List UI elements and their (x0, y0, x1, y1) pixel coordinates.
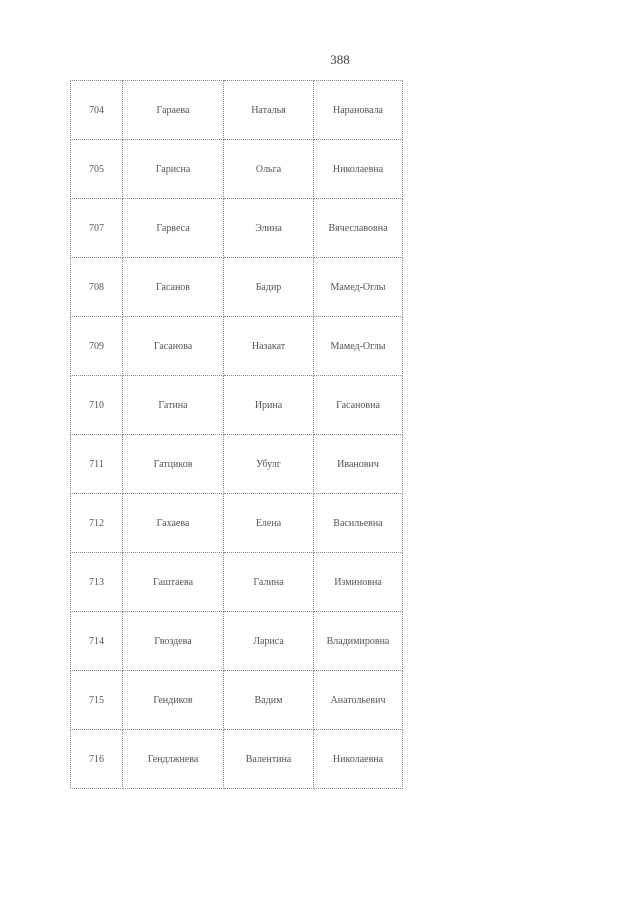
surname-cell: Гатина (123, 376, 224, 435)
surname-cell: Гараева (123, 81, 224, 140)
patronymic-cell: Николаевна (314, 730, 403, 789)
row-number-cell: 716 (71, 730, 123, 789)
table-row (71, 553, 403, 612)
surname-cell: Гасанов (123, 258, 224, 317)
table-row (71, 730, 403, 789)
first-name-cell: Лариса (224, 612, 314, 671)
first-name-cell: Ирина (224, 376, 314, 435)
row-number-cell: 705 (71, 140, 123, 199)
row-number-cell: 709 (71, 317, 123, 376)
surname-cell: Гендлжнева (123, 730, 224, 789)
first-name-cell: Валентина (224, 730, 314, 789)
table-row (71, 81, 403, 140)
patronymic-cell: Вячеславовна (314, 199, 403, 258)
row-number-cell: 707 (71, 199, 123, 258)
table-row (71, 435, 403, 494)
table-row (71, 376, 403, 435)
row-number-cell: 704 (71, 81, 123, 140)
surname-cell: Гасанова (123, 317, 224, 376)
row-number-cell: 711 (71, 435, 123, 494)
surname-cell: Гарвеса (123, 199, 224, 258)
patronymic-cell: Мамед-Оглы (314, 258, 403, 317)
row-number-cell: 715 (71, 671, 123, 730)
patronymic-cell: Нарановала (314, 81, 403, 140)
first-name-cell: Убулг (224, 435, 314, 494)
table-row (71, 612, 403, 671)
first-name-cell: Галина (224, 553, 314, 612)
table-row (71, 317, 403, 376)
surname-cell: Гарисна (123, 140, 224, 199)
surname-cell: Гахаева (123, 494, 224, 553)
surname-cell: Гатциков (123, 435, 224, 494)
page-number: 388 (330, 52, 350, 67)
first-name-cell: Элина (224, 199, 314, 258)
patronymic-cell: Мамед-Оглы (314, 317, 403, 376)
surname-cell: Гаштаева (123, 553, 224, 612)
first-name-cell: Назакат (224, 317, 314, 376)
table-row (71, 199, 403, 258)
table-row (71, 140, 403, 199)
surname-cell: Гвоздева (123, 612, 224, 671)
patronymic-cell: Владимировна (314, 612, 403, 671)
patronymic-cell: Изминовна (314, 553, 403, 612)
patronymic-cell: Анатольевич (314, 671, 403, 730)
registry-table (70, 80, 403, 789)
row-number-cell: 712 (71, 494, 123, 553)
first-name-cell: Наталья (224, 81, 314, 140)
patronymic-cell: Иванович (314, 435, 403, 494)
row-number-cell: 714 (71, 612, 123, 671)
patronymic-cell: Гасановна (314, 376, 403, 435)
first-name-cell: Вадим (224, 671, 314, 730)
first-name-cell: Елена (224, 494, 314, 553)
row-number-cell: 708 (71, 258, 123, 317)
patronymic-cell: Васильевна (314, 494, 403, 553)
row-number-cell: 713 (71, 553, 123, 612)
table-row (71, 671, 403, 730)
first-name-cell: Бадир (224, 258, 314, 317)
surname-cell: Гендиков (123, 671, 224, 730)
table-row (71, 494, 403, 553)
first-name-cell: Ольга (224, 140, 314, 199)
row-number-cell: 710 (71, 376, 123, 435)
table-row (71, 258, 403, 317)
patronymic-cell: Николаевна (314, 140, 403, 199)
